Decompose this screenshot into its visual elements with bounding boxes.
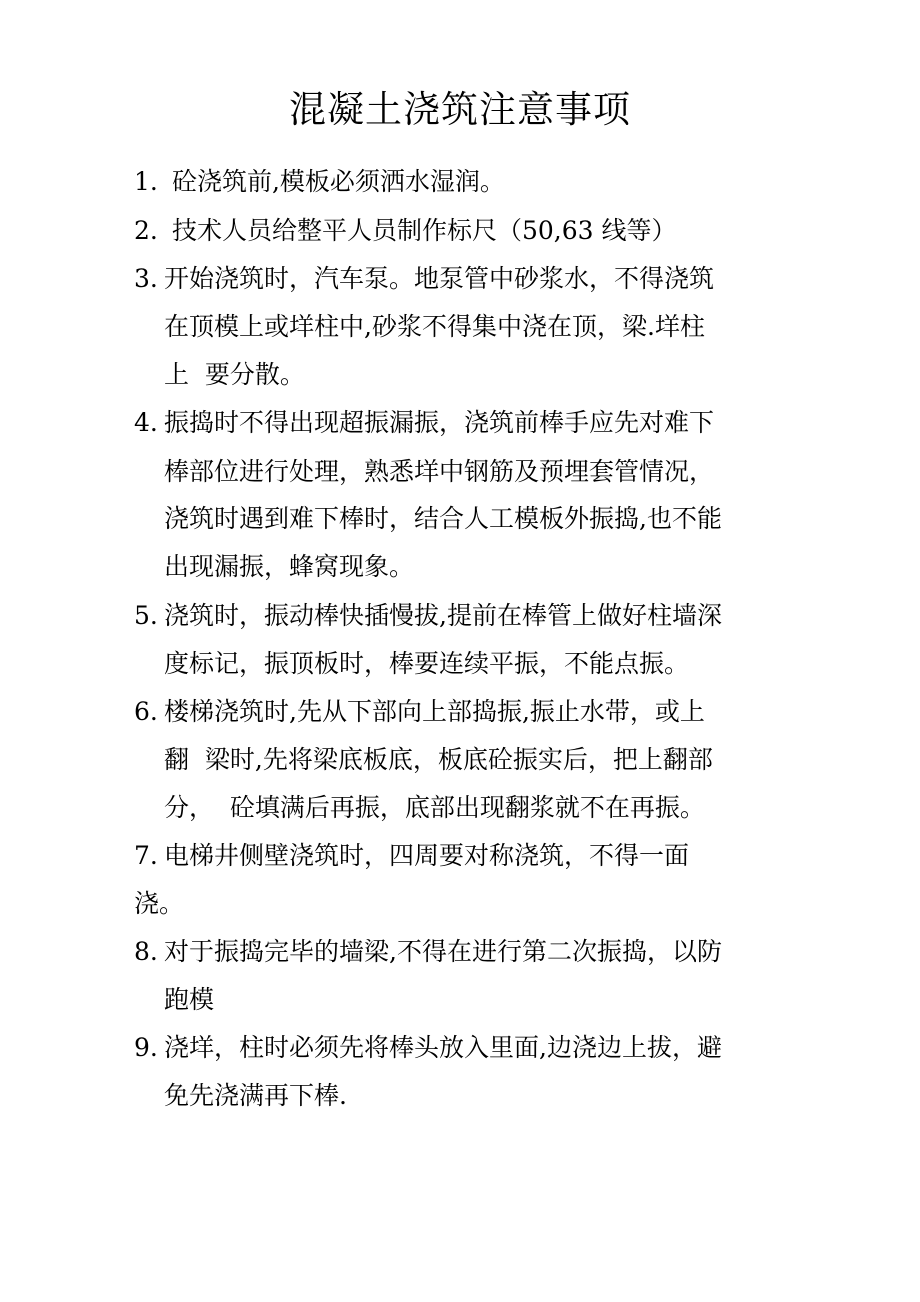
item-7-number: 7. [134, 841, 158, 870]
item-5-line-1: 浇筑时，振动棒快插慢拔,提前在棒管上做好柱墙深 [164, 601, 722, 630]
item-9-number: 9. [134, 1033, 158, 1062]
item-3-number: 3. [134, 264, 158, 293]
item-6-line-1: 楼梯浇筑时,先从下部向上部捣振,振止水带，或上 [164, 697, 705, 726]
item-9-line-2: 免先浇满再下棒. [164, 1081, 347, 1110]
item-8-number: 8. [134, 937, 158, 966]
item-1-number: 1. [134, 167, 158, 196]
item-4-line-1: 振捣时不得出现超振漏振，浇筑前棒手应先对难下 [164, 408, 715, 437]
item-7-line-1: 电梯井侧壁浇筑时，四周要对称浇筑，不得一面 [164, 841, 690, 870]
item-3-line-3: 上 要分散。 [164, 360, 305, 389]
item-4-line-3: 浇筑时遇到难下棒时，结合人工模板外振捣,也不能 [164, 504, 722, 533]
item-2-number: 2. [134, 216, 158, 245]
item-5-line-2: 度标记，振顶板时，棒要连续平振，不能点振。 [164, 649, 690, 678]
item-4-number: 4. [134, 408, 158, 437]
item-5-number: 5. [134, 601, 158, 630]
item-4-line-2: 棒部位进行处理，熟悉垟中钢筋及预埋套管情况， [164, 457, 715, 486]
item-3-line-2: 在顶模上或垟柱中,砂浆不得集中浇在顶，梁.垟柱 [164, 312, 705, 341]
document-title: 混凝土浇筑注意事项 [289, 88, 631, 131]
item-6-number: 6. [134, 697, 158, 726]
item-3-line-1: 开始浇筑时，汽车泵。地泵管中砂浆水，不得浇筑 [164, 264, 715, 293]
item-4-line-4: 出现漏振，蜂窝现象。 [164, 552, 415, 581]
item-6-line-2: 翻 梁时,先将梁底板底，板底砼振实后，把上翻部 [164, 745, 713, 774]
item-1-text: 砼浇筑前,模板必须洒水湿润。 [164, 167, 505, 196]
item-7-line-2: 浇。 [134, 889, 185, 918]
item-6-line-3: 分， 砼填满后再振，底部出现翻浆就不在再振。 [164, 793, 705, 822]
item-2-text: 技术人员给整平人员制作标尺（50,63 线等） [164, 216, 677, 245]
item-9-line-1: 浇垟，柱时必须先将棒头放入里面,边浇边上拔，避 [164, 1033, 722, 1062]
item-8-line-2: 跑模 [164, 985, 215, 1014]
item-8-line-1: 对于振捣完毕的墙梁,不得在进行第二次振捣，以防 [164, 937, 722, 966]
